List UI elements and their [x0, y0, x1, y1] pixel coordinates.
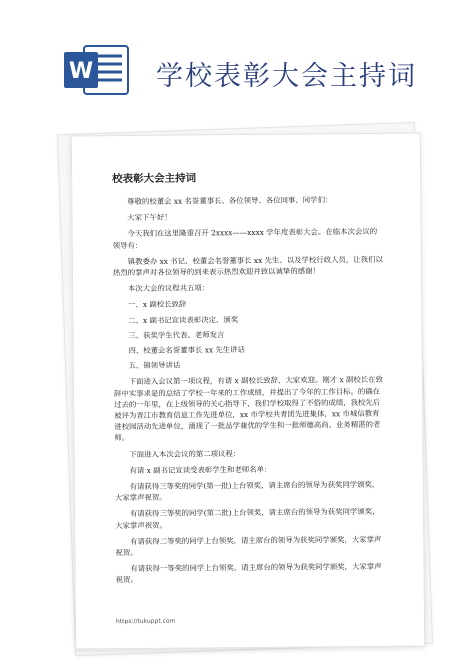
paragraph-greeting: 尊敬的校董会 xx 名誉董事长、各位领导、各位同事、同学们：: [127, 195, 333, 207]
paragraph-name-list: 有请 x 副书记宣读受表彰学生和老师名单：: [129, 464, 272, 475]
paragraph-second-prize: 有请获得二等奖的同学上台领奖，请主席台的领导为获奖同学颁奖，大家掌声祝贺。: [115, 534, 382, 558]
paragraph-second-item: 下面进入本次会议的第二项议程：: [129, 448, 241, 459]
paragraph-first-prize: 有请获得一等奖的同学上台领奖，请主席台的领导为获奖同学颁奖，大家掌声祝贺。: [115, 562, 382, 585]
banner: [0, 0, 474, 130]
paragraph-third-prize-2: 有请获得三等奖的同学(第二批)上台领奖，请主席台的领导为获奖同学颁奖，大家掌声祝贺。: [115, 507, 380, 530]
paragraph-third-prize-1: 有请获得三等奖的同学(第一批)上台领奖，请主席台的领导为获奖同学颁奖，大家掌声祝贺。: [114, 479, 380, 503]
paragraph-good-afternoon: 大家下午好！: [127, 212, 172, 223]
agenda-item-4: 四、校董会名誉董事长 xx 先生讲话: [128, 345, 245, 356]
agenda-item-2: 二、x 副书记宣读表彰决定、颁奖: [128, 314, 239, 325]
paragraph-welcome: 镇教委办 xx 书记、校董会名誉董事长 xx 先生、以及学校行政人员，让我们以热烈的掌声对各位领导的到来表示热烈欢迎并致以诚挚的感谢！: [112, 254, 383, 278]
agenda-item-5: 五、镇领导讲话: [128, 360, 181, 371]
document-page: [71, 132, 425, 649]
document-body: [112, 170, 386, 591]
agenda-item-3: 三、获奖学生代表、老师发言: [128, 330, 225, 340]
word-icon: [62, 42, 132, 98]
paragraph-agenda-intro: 本次大会的议程共五项：: [127, 283, 210, 294]
agenda-item-1: 一、x 副校长致辞: [128, 299, 187, 310]
word-logo-letter: W: [68, 59, 94, 84]
banner-title: 学校表彰大会主持词: [156, 61, 417, 92]
footer-url: https://tukuppt.com: [115, 617, 176, 626]
paragraph-first-item: 下面进入会议第一项议程，有请 x 副校长致辞，大家欢迎。刚才 x 副校长在致辞中实事求是的总结了学校一年来的工作成绩，并提出了今年的工作目标。的确在过去的一年里，在上级领导的关心指导下，我们学校取得了不俗的成绩，我校先后被评为晋江市教育信息工作先进单位，xx 市学校共青团先进集体，xx 市城信教育进校园活动先进单位，涌现了一批品学兼优的学生和一批师德高尚、业务精湛的老师。: [113, 375, 383, 443]
document-title: 校表彰大会主持词: [112, 172, 197, 186]
paragraph-opening: 今天我们在这里隆重召开 2xxxx——xxxx 学年度表彰大会。在临本次会议的领导有：: [112, 227, 378, 250]
